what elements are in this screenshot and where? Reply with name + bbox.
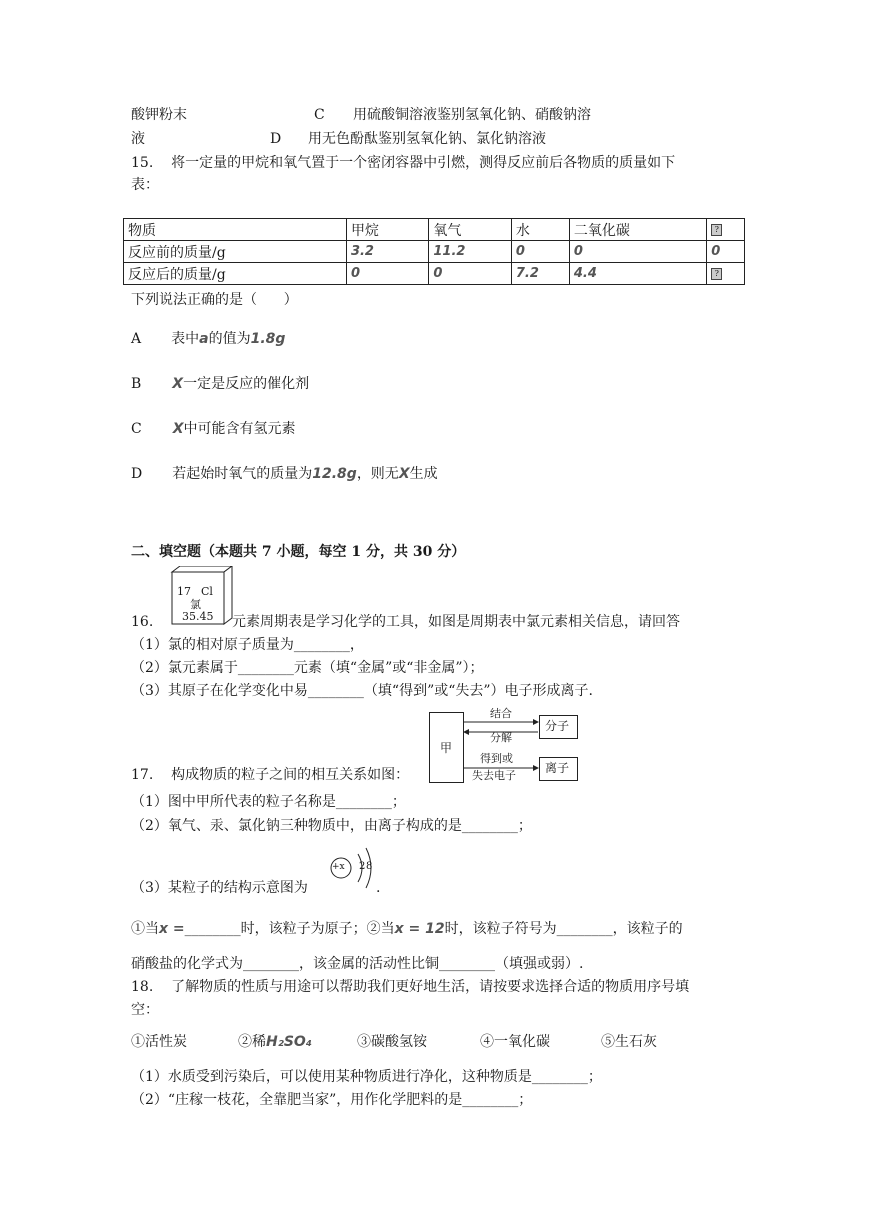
prev-option-c-text: 用硫酸铜溶液鉴别氢氧化钠、硝酸钠溶 <box>353 107 591 123</box>
element-mass: 35.45 <box>182 610 214 623</box>
q17-sub3: （3）某粒子的结构示意图为 <box>131 880 308 896</box>
q15-option-d <box>131 465 438 483</box>
table-cell: 0 <box>569 241 706 263</box>
item-text: ②稀 <box>238 1034 266 1050</box>
q16-sub3: （3）其原子在化学变化中易________（填“得到”或“失去”）电子形成离子. <box>131 683 593 699</box>
row-label: 反应前的质量/g <box>128 244 226 261</box>
unknown-value-glyph-icon: ? <box>711 268 722 280</box>
option-text: 生成 <box>409 466 438 482</box>
option-text: 一定是反应的催化剂 <box>183 376 310 392</box>
option-label: D <box>131 466 143 482</box>
table-cell <box>124 241 347 263</box>
table-header-cell: 物质 <box>124 219 347 241</box>
diagram-jia-label: 甲 <box>440 741 453 755</box>
table-cell: 3.2 <box>346 241 428 263</box>
q18-item-3: ③碳酸氢铵 <box>357 1034 427 1050</box>
diagram-molecule-label: 分子 <box>545 719 570 733</box>
q16-sub1: （1）氯的相对原子质量为________， <box>131 637 364 653</box>
prev-line2-left: 液 <box>131 131 145 147</box>
prev-option-d-text: 用无色酚酞鉴别氢氧化钠、氯化钠溶液 <box>308 131 546 147</box>
prev-option-c-label: C <box>314 107 325 123</box>
q17-stem: 17. 构成物质的粒子之间的相互关系如图： <box>131 767 410 783</box>
q15-option-c <box>131 420 296 438</box>
q16-number: 16. <box>131 614 154 630</box>
element-number: 17 <box>177 585 191 598</box>
q18-stem-line1: 18. 了解物质的性质与用途可以帮助我们更好地生活，请按要求选择合适的物质用序号填 <box>131 979 690 995</box>
table-cell: 4.4 <box>569 263 706 285</box>
option-text: ，则无 <box>356 466 399 482</box>
atom-nucleus-label: +x <box>332 862 345 872</box>
q15-question: 下列说法正确的是（ ） <box>131 292 298 308</box>
q18-stem-line2: 空： <box>131 1002 159 1018</box>
q18-item-5: ⑤生石灰 <box>601 1034 657 1050</box>
table-cell <box>707 263 745 285</box>
q17-sub2: （2）氧气、汞、氯化钠三种物质中，由离子构成的是________； <box>131 818 532 834</box>
math-var: X <box>172 421 184 437</box>
arrow-label-gain-1: 得到或 <box>480 752 513 765</box>
q18-sub1: （1）水质受到污染后，可以使用某种物质进行净化，这种物质是________； <box>131 1069 602 1085</box>
table-row <box>124 263 745 285</box>
prev-option-d-label: D <box>270 131 282 147</box>
math-value: 1.8g <box>250 331 286 347</box>
q17-sub3-end: . <box>376 880 381 896</box>
q17-line5: 硝酸盐的化学式为________，该金属的活动性比铜________（填强或弱）. <box>131 956 584 972</box>
table-cell: 7.2 <box>511 263 569 285</box>
option-text: 若起始时氧气的质量为 <box>172 466 313 482</box>
section-title: 二、填空题（本题共 7 小题，每空 1 分，共 30 分） <box>131 544 466 560</box>
arrow-label-decompose: 分解 <box>490 731 512 744</box>
atom-shell-1: 2 <box>359 861 366 872</box>
table-cell: 0 <box>511 241 569 263</box>
atom-shell-2: 8 <box>366 861 373 872</box>
table-cell: 0 <box>429 263 511 285</box>
math-formula: H₂SO₄ <box>266 1034 312 1050</box>
math-var: X <box>398 466 410 482</box>
math-var: X <box>172 376 184 392</box>
q18-item-2 <box>238 1033 312 1051</box>
q17-sub1: （1）图中甲所代表的粒子名称是________； <box>131 794 406 810</box>
element-name: 氯 <box>190 598 201 611</box>
unknown-x-glyph-icon: ? <box>711 224 722 236</box>
option-label: C <box>131 421 142 437</box>
prev-line1-left: 酸钾粉末 <box>131 107 187 123</box>
arrow-label-gain-2: 失去电子 <box>472 769 516 782</box>
math-var: a <box>199 331 209 347</box>
table-header-cell: 水 <box>511 219 569 241</box>
table-cell: 0 <box>346 263 428 285</box>
q15-option-a <box>131 330 285 348</box>
q15-stem-line2: 表： <box>131 177 159 193</box>
option-text: 表中 <box>171 331 200 347</box>
table-row <box>124 241 745 263</box>
table-cell <box>124 263 347 285</box>
table-header-row <box>124 219 745 241</box>
q15-option-b <box>131 375 309 393</box>
math-value: 12.8g <box>312 466 357 482</box>
table-cell: 0 <box>707 241 745 263</box>
diagram-ion-label: 离子 <box>545 761 570 775</box>
table-header-cell: 氧气 <box>429 219 511 241</box>
math-expr: x = <box>159 921 185 937</box>
table-header-cell: 甲烷 <box>346 219 428 241</box>
table-cell: 11.2 <box>429 241 511 263</box>
table-header-cell <box>707 219 745 241</box>
q16-sub2: （2）氯元素属于________元素（填“金属”或“非金属”）； <box>131 660 484 676</box>
text-part: ________时，该粒子为原子；②当 <box>184 921 395 937</box>
q18-item-1: ①活性炭 <box>131 1034 187 1050</box>
table-header-cell: 二氧化碳 <box>569 219 706 241</box>
q18-item-4: ④一氧化碳 <box>480 1034 550 1050</box>
option-label: B <box>131 376 142 392</box>
element-symbol: Cl <box>201 585 213 598</box>
text-part: 时，该粒子符号为________，该粒子的 <box>444 921 683 937</box>
option-text: 中可能含有氢元素 <box>183 421 296 437</box>
q15-stem-line1: 15. 将一定量的甲烷和氧气置于一个密闭容器中引燃，测得反应前后各物质的质量如下 <box>131 155 676 171</box>
arrow-label-combine: 结合 <box>490 707 512 720</box>
q15-mass-table <box>123 218 745 285</box>
math-expr: x = 12 <box>394 921 445 937</box>
row-label: 反应后的质量/g <box>128 266 226 283</box>
text-part: ①当 <box>131 921 159 937</box>
q16-stem: 元素周期表是学习化学的工具，如图是周期表中氯元素相关信息，请回答 <box>232 614 680 630</box>
option-label: A <box>131 331 142 347</box>
option-text: 的值为 <box>208 331 251 347</box>
q17-line4 <box>131 920 683 938</box>
q18-sub2: （2）“庄稼一枝花，全靠肥当家”，用作化学肥料的是________； <box>131 1092 533 1108</box>
